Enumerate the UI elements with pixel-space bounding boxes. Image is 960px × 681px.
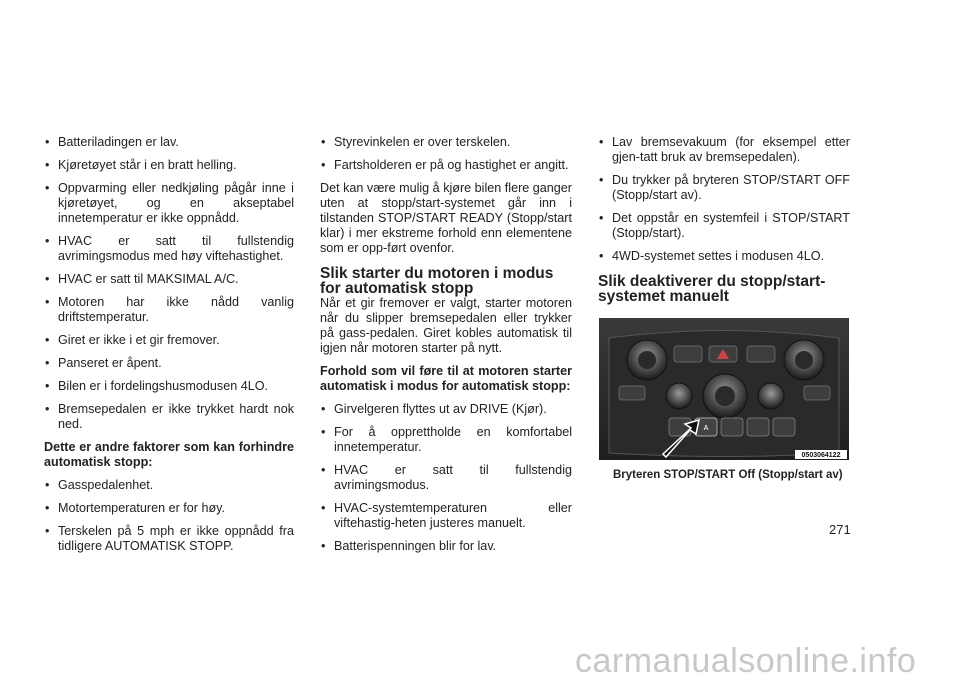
list-item: • Giret er ikke i et gir fremover. [44,333,294,348]
body-paragraph: Når et gir fremover er valgt, starter motoren når du slipper bremsepedalen eller trykker på gass-pedalen. Giret kobles automatisk til igjen når motoren starter på nytt. [320,296,572,355]
left-column [44,135,294,562]
list-item: • HVAC er satt til fullstendig avrimingsmodus. [320,463,572,493]
control-panel-illustration [599,318,849,460]
list-item: • 4WD-systemet settes i modusen 4LO. [598,249,850,264]
list-item: • HVAC er satt til fullstendig avrimingsmodus med høy viftehastighet. [44,234,294,264]
list-item: • Du trykker på bryteren STOP/START OFF (Stopp/start av). [598,173,850,203]
control-panel-photo [599,318,849,460]
restart-conditions-list [320,402,572,554]
page-number: 271 [829,522,851,537]
list-item: • Terskelen på 5 mph er ikke oppnådd fra tidligere AUTOMATISK STOPP. [44,524,294,554]
list-item: • Det oppstår en systemfeil i STOP/START (Stopp/start). [598,211,850,241]
other-factors-list [44,478,294,554]
list-item: • Panseret er åpent. [44,356,294,371]
list-item: • For å opprettholde en komfortabel innetemperatur. [320,425,572,455]
image-caption: Bryteren STOP/START Off (Stopp/start av) [613,469,843,481]
restart-conditions-list-continued [598,135,850,264]
list-item: • Kjøretøyet står i en bratt helling. [44,158,294,173]
restart-conditions-heading: Forhold som vil føre til at motoren starter automatisk i modus for automatisk stopp: [320,364,572,393]
list-item: • Bremsepedalen er ikke trykket hardt nok ned. [44,402,294,432]
list-item: • Gasspedalenhet. [44,478,294,493]
right-column [598,135,850,304]
list-item: • Lav bremsevakuum (for eksempel etter gjen-tatt bruk av bremsepedalen). [598,135,850,165]
list-item: • Fartsholderen er på og hastighet er angitt. [320,158,572,173]
other-factors-heading: Dette er andre faktorer som kan forhindre automatisk stopp: [44,440,294,469]
list-item: • Styrevinkelen er over terskelen. [320,135,572,150]
image-code: 0503064122 [801,452,841,459]
list-item: • Oppvarming eller nedkjøling pågår inne i kjøretøyet, og en akseptabel innetemperatur er ikke oppnådd. [44,181,294,226]
list-item: • Batteriladingen er lav. [44,135,294,150]
middle-column [320,135,572,562]
list-item: • Batterispenningen blir for lav. [320,539,572,554]
list-item: • HVAC-systemtemperaturen eller viftehastig-heten justeres manuelt. [320,501,572,531]
list-item: • HVAC er satt til MAKSIMAL A/C. [44,272,294,287]
list-item: • Motoren har ikke nådd vanlig driftstemperatur. [44,295,294,325]
section-heading: Slik deaktiverer du stopp/start-systemet manuelt [598,273,826,305]
list-item: • Girvelgeren flyttes ut av DRIVE (Kjør). [320,402,572,417]
svg-text:A: A [703,425,709,432]
continued-list [320,135,572,173]
list-item: • Bilen er i fordelingshusmodusen 4LO. [44,379,294,394]
inhibit-conditions-list [44,135,294,432]
section-heading: Slik starter du motoren i modus for automatisk stopp [320,265,554,297]
watermark: carmanualsonline.info [575,642,917,680]
list-item: • Motortemperaturen er for høy. [44,501,294,516]
body-paragraph: Det kan være mulig å kjøre bilen flere ganger uten at stopp/start-systemet går inn i tilstanden STOP/START READY (Stopp/start klar) i mer ekstreme forhold enn elementene som er opp-ført ovenfor. [320,181,572,255]
